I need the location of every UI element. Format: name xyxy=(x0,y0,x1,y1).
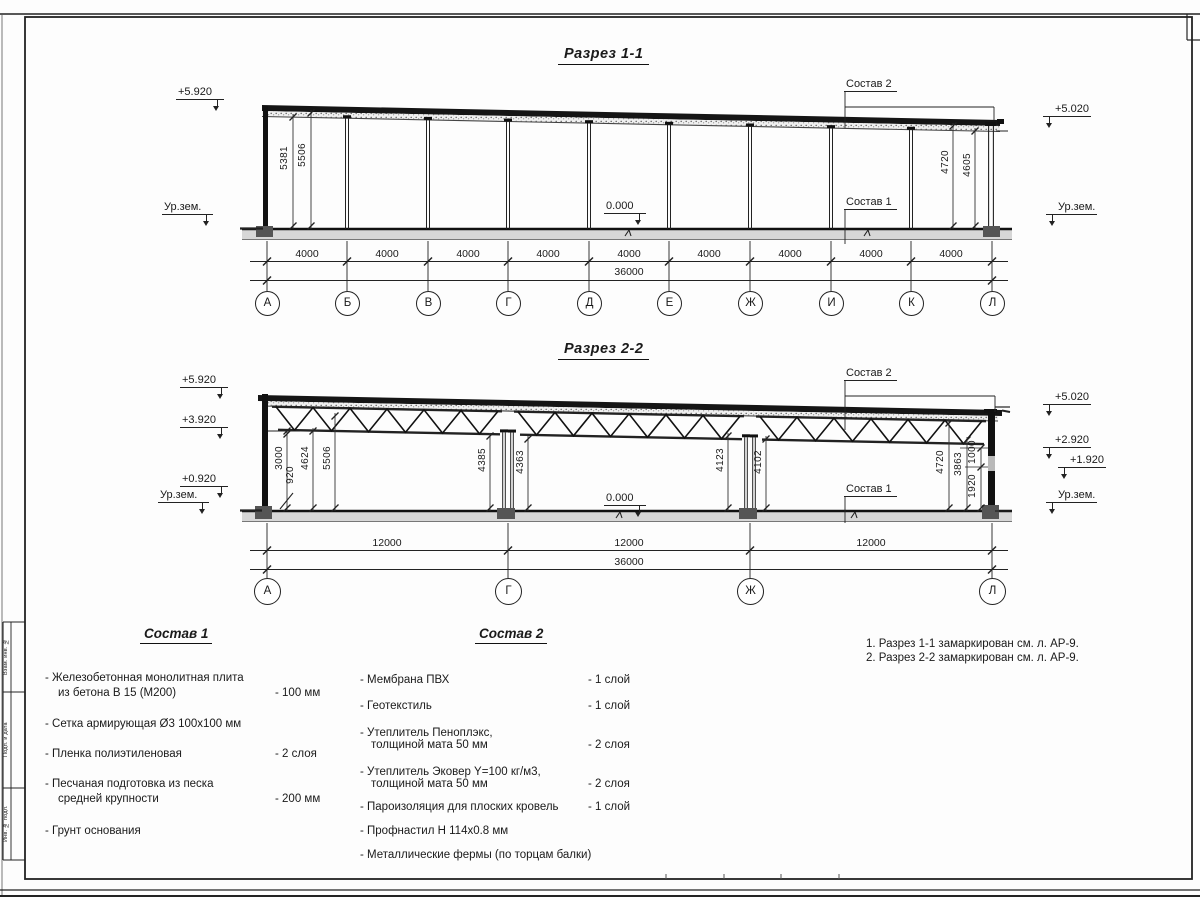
list-item: толщиной мата 50 мм xyxy=(371,739,488,751)
span-dimension: 4000 xyxy=(697,248,721,260)
span-dimension: 12000 xyxy=(372,537,402,549)
list-title: Состав 1 xyxy=(140,626,212,644)
list-item-value: - 2 слоя xyxy=(275,748,317,760)
material-list-1 xyxy=(40,622,340,847)
list-item-value: - 1 слой xyxy=(588,700,631,712)
list-item: - Утеплитель Пеноплэкс, xyxy=(360,727,493,739)
grid-bubble: И xyxy=(819,291,844,316)
span-dimension: 4000 xyxy=(375,248,399,260)
span-dimension: 4000 xyxy=(617,248,641,260)
list-item-value: - 100 мм xyxy=(275,687,321,699)
dimension-label: 5506 xyxy=(297,143,308,167)
grid-bubble: Л xyxy=(980,291,1005,316)
list-item: - Мембрана ПВХ xyxy=(360,674,450,686)
dimension-label: 4605 xyxy=(962,153,973,177)
list-item-value: - 2 слоя xyxy=(588,739,630,751)
list-item: - Железобетонная монолитная плита xyxy=(45,672,244,684)
span-dimension: 4000 xyxy=(859,248,883,260)
list-title: Состав 2 xyxy=(475,626,547,644)
composition-callout: Состав 2 xyxy=(844,367,897,381)
list-item: - Утеплитель Эковер Y=100 кг/м3, xyxy=(360,766,541,778)
dimension-label: 3863 xyxy=(953,452,964,476)
span-dimension: 12000 xyxy=(856,537,886,549)
stamp-cell-label: Взам. инв. № xyxy=(3,638,9,676)
grid-bubble: В xyxy=(416,291,441,316)
ground-level-mark: Ур.зем. xyxy=(1046,201,1097,215)
span-dimension: 4000 xyxy=(778,248,802,260)
list-item-value: - 2 слоя xyxy=(588,778,630,790)
list-item: - Пленка полиэтиленовая xyxy=(45,748,182,760)
grid-bubble: Л xyxy=(979,578,1006,605)
composition-callout: Состав 1 xyxy=(844,196,897,210)
dimension-label: 1000 xyxy=(967,440,978,464)
ground-level-mark: Ур.зем. xyxy=(1046,489,1097,503)
level-mark: +5.020 xyxy=(1043,391,1091,405)
dimension-label: 4624 xyxy=(300,446,311,470)
level-mark: +0.920 xyxy=(180,473,228,487)
dimension-label: 4720 xyxy=(940,150,951,174)
span-dimension: 12000 xyxy=(614,537,644,549)
grid-bubble: Г xyxy=(496,291,521,316)
section-2-title: Разрез 2-2 xyxy=(558,341,649,360)
material-list-2 xyxy=(355,622,665,872)
span-dimension: 4000 xyxy=(536,248,560,260)
list-item-value: - 1 слой xyxy=(588,674,631,686)
dimension-label: 4102 xyxy=(753,450,764,474)
grid-bubble: А xyxy=(255,291,280,316)
grid-bubble: Г xyxy=(495,578,522,605)
note-line: 1. Разрез 1-1 замаркирован см. л. АР-9. xyxy=(866,638,1079,650)
note-line: 2. Разрез 2-2 замаркирован см. л. АР-9. xyxy=(866,652,1079,664)
ground-level-mark: Ур.зем. xyxy=(158,489,209,503)
zero-level-mark: 0.000 xyxy=(604,492,646,506)
grid-bubble: К xyxy=(899,291,924,316)
dimension-label: 1920 xyxy=(967,474,978,498)
grid-bubble: Б xyxy=(335,291,360,316)
total-dimension: 36000 xyxy=(614,556,644,568)
grid-bubble: Ж xyxy=(738,291,763,316)
dimension-label: 5506 xyxy=(322,446,333,470)
list-item: толщиной мата 50 мм xyxy=(371,778,488,790)
dimension-label: 4363 xyxy=(515,450,526,474)
grid-bubble: Д xyxy=(577,291,602,316)
stamp-cell-label: Подп. и дата xyxy=(3,722,9,758)
composition-callout: Состав 1 xyxy=(844,483,897,497)
list-item-value: - 1 слой xyxy=(588,801,631,813)
list-item: - Профнастил Н 114x0.8 мм xyxy=(360,825,509,837)
span-dimension: 4000 xyxy=(939,248,963,260)
level-mark: +2.920 xyxy=(1043,434,1091,448)
dimension-label: 4123 xyxy=(715,448,726,472)
level-mark: +5.920 xyxy=(176,86,224,100)
ground-level-mark: Ур.зем. xyxy=(162,201,213,215)
list-item: - Геотекстиль xyxy=(360,700,432,712)
grid-bubble: А xyxy=(254,578,281,605)
span-dimension: 4000 xyxy=(456,248,480,260)
level-mark: +5.920 xyxy=(180,374,228,388)
section-1-title: Разрез 1-1 xyxy=(558,46,649,65)
total-dimension: 36000 xyxy=(614,266,644,278)
level-mark: +5.020 xyxy=(1043,103,1091,117)
list-item: средней крупности xyxy=(58,793,159,805)
grid-bubble: Е xyxy=(657,291,682,316)
zero-level-mark: 0.000 xyxy=(604,200,646,214)
list-item: - Грунт основания xyxy=(45,825,141,837)
dimension-label: 4720 xyxy=(935,450,946,474)
span-dimension: 4000 xyxy=(295,248,319,260)
list-item: - Сетка армирующая Ø3 100x100 мм xyxy=(45,718,242,730)
composition-callout: Состав 2 xyxy=(844,78,897,92)
level-mark: +3.920 xyxy=(180,414,228,428)
level-mark: +1.920 xyxy=(1058,454,1106,468)
list-item-value: - 200 мм xyxy=(275,793,321,805)
list-item: - Металлические фермы (по торцам балки) xyxy=(360,849,592,861)
stamp-cell-label: Инв. № подл. xyxy=(3,805,9,843)
list-item: - Песчаная подготовка из песка xyxy=(45,778,214,790)
dimension-label: 3000 xyxy=(274,446,285,470)
grid-bubble: Ж xyxy=(737,578,764,605)
list-item: - Пароизоляция для плоских кровель xyxy=(360,801,559,813)
dimension-label: 4385 xyxy=(477,448,488,472)
dimension-label: 5381 xyxy=(279,146,290,170)
dimension-label: 920 xyxy=(285,466,296,484)
list-item: из бетона В 15 (М200) xyxy=(58,687,177,699)
